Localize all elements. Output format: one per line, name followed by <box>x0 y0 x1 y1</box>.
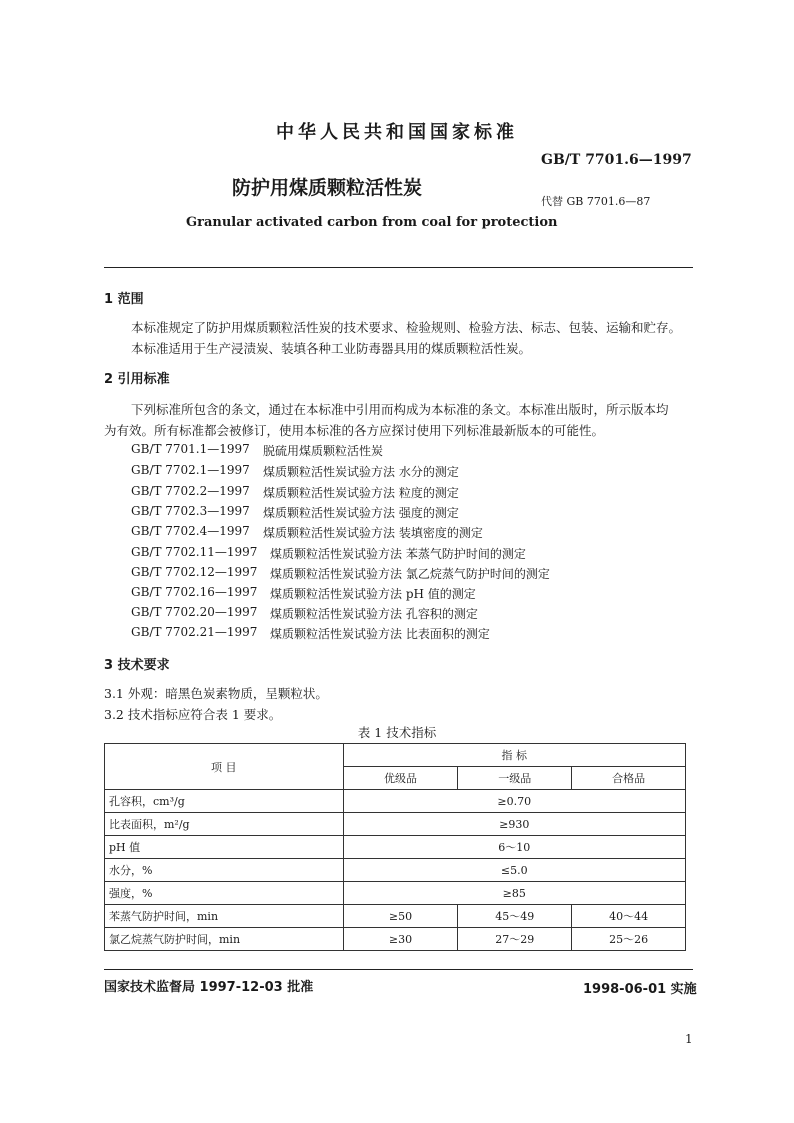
reference-code: GB/T 7702.12—1997 <box>131 565 258 579</box>
row-item: 强度，% <box>105 882 344 905</box>
row-value-first: 27～29 <box>458 928 572 951</box>
title-english: Granular activated carbon from coal for protection <box>186 215 558 230</box>
row-item: 孔容积，cm³/g <box>105 790 344 813</box>
reference-title: 煤质颗粒活性炭试验方法 孔容积的测定 <box>270 607 478 621</box>
reference-title: 煤质颗粒活性炭试验方法 强度的测定 <box>263 506 459 520</box>
row-value-first: 45～49 <box>458 905 572 928</box>
reference-title: 煤质颗粒活性炭试验方法 比表面积的测定 <box>270 627 490 641</box>
clause-technical-index: 3.2 技术指标应符合表 1 要求。 <box>104 707 282 722</box>
row-item: 氯乙烷蒸气防护时间，min <box>105 928 344 951</box>
table-row <box>105 859 686 882</box>
table-row <box>105 836 686 859</box>
issuing-organization: 中华人民共和国国家标准 <box>276 122 518 143</box>
grade-qualified: 合格品 <box>572 767 686 790</box>
scope-paragraph: 本标准规定了防护用煤质颗粒活性炭的技术要求、检验规则、检验方法、标志、包装、运输和贮存。 <box>131 320 682 335</box>
reference-title: 煤质颗粒活性炭试验方法 水分的测定 <box>263 465 459 479</box>
standard-number: GB/T 7701.6—1997 <box>541 152 692 168</box>
title-chinese: 防护用煤质颗粒活性炭 <box>232 177 423 199</box>
row-value-qualified: 25～26 <box>572 928 686 951</box>
row-value: ≥0.70 <box>343 790 685 813</box>
reference-title: 煤质颗粒活性炭试验方法 粒度的测定 <box>263 486 459 500</box>
footer-rule <box>104 969 693 970</box>
table-caption: 表 1 技术指标 <box>357 725 437 740</box>
row-item: 苯蒸气防护时间，min <box>105 905 344 928</box>
section-heading-references: 2 引用标准 <box>104 372 170 387</box>
replaces-standard: 代替 GB 7701.6—87 <box>541 195 651 208</box>
row-item: pH 值 <box>105 836 344 859</box>
reference-code: GB/T 7702.16—1997 <box>131 585 258 599</box>
row-value: ≤5.0 <box>343 859 685 882</box>
row-item: 比表面积，m²/g <box>105 813 344 836</box>
row-value: 6～10 <box>343 836 685 859</box>
technical-index-table <box>104 743 686 951</box>
reference-code: GB/T 7702.2—1997 <box>131 484 250 498</box>
row-value-qualified: 40～44 <box>572 905 686 928</box>
reference-code: GB/T 7702.3—1997 <box>131 504 250 518</box>
references-intro: 下列标准所包含的条文，通过在本标准中引用而构成为本标准的条文。本标准出版时，所示版本均 <box>131 402 669 417</box>
header-item: 项 目 <box>105 744 344 790</box>
grade-first: 一级品 <box>458 767 572 790</box>
table-row <box>105 928 686 951</box>
approval-line: 国家技术监督局 1997-12-03 批准 <box>104 980 314 995</box>
reference-title: 煤质颗粒活性炭试验方法 装填密度的测定 <box>263 526 483 540</box>
row-value: ≥930 <box>343 813 685 836</box>
references-intro: 为有效。所有标准都会被修订，使用本标准的各方应探讨使用下列标准最新版本的可能性。 <box>104 423 605 438</box>
reference-title: 煤质颗粒活性炭试验方法 苯蒸气防护时间的测定 <box>270 547 526 561</box>
reference-code: GB/T 7702.4—1997 <box>131 524 250 538</box>
reference-code: GB/T 7701.1—1997 <box>131 442 250 456</box>
grade-superior: 优级品 <box>343 767 458 790</box>
section-heading-requirements: 3 技术要求 <box>104 658 170 673</box>
page-number: 1 <box>685 1032 693 1046</box>
table-row <box>105 790 686 813</box>
row-value: ≥85 <box>343 882 685 905</box>
reference-code: GB/T 7702.1—1997 <box>131 463 250 477</box>
table-row <box>105 905 686 928</box>
header-index: 指 标 <box>343 744 685 767</box>
reference-code: GB/T 7702.21—1997 <box>131 625 258 639</box>
row-item: 水分，% <box>105 859 344 882</box>
section-heading-scope: 1 范围 <box>104 292 144 307</box>
reference-code: GB/T 7702.11—1997 <box>131 545 258 559</box>
row-value-superior: ≥30 <box>343 928 458 951</box>
header-rule <box>104 267 693 268</box>
table-header-row <box>105 744 686 767</box>
effective-date: 1998-06-01 实施 <box>583 982 697 997</box>
table-row <box>105 813 686 836</box>
clause-appearance: 3.1 外观：暗黑色炭素物质，呈颗粒状。 <box>104 686 328 701</box>
reference-code: GB/T 7702.20—1997 <box>131 605 258 619</box>
reference-title: 煤质颗粒活性炭试验方法 氯乙烷蒸气防护时间的测定 <box>270 567 550 581</box>
row-value-superior: ≥50 <box>343 905 458 928</box>
reference-title: 煤质颗粒活性炭试验方法 pH 值的测定 <box>270 587 476 601</box>
scope-paragraph: 本标准适用于生产浸渍炭、装填各种工业防毒器具用的煤质颗粒活性炭。 <box>131 341 532 356</box>
table-row <box>105 882 686 905</box>
reference-title: 脱硫用煤质颗粒活性炭 <box>263 444 384 458</box>
